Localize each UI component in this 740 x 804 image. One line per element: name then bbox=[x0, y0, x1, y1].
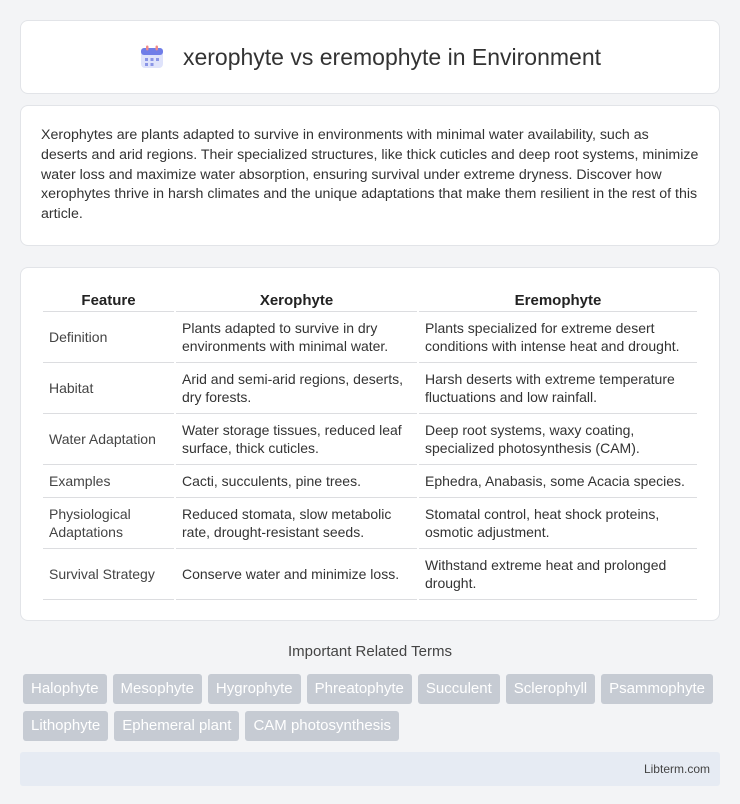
tag-hygrophyte[interactable]: Hygrophyte bbox=[208, 674, 301, 704]
row-feature: Water Adaptation bbox=[43, 414, 174, 465]
intro-card bbox=[20, 105, 720, 246]
table-row bbox=[43, 363, 697, 414]
related-terms-title: Important Related Terms bbox=[288, 642, 452, 660]
tag-sclerophyll[interactable]: Sclerophyll bbox=[506, 674, 595, 704]
tag-cam-photosynthesis[interactable]: CAM photosynthesis bbox=[245, 711, 399, 741]
comparison-card bbox=[20, 267, 720, 621]
header-eremophyte: Eremophyte bbox=[419, 286, 697, 312]
page-title: xerophyte vs eremophyte in Environment bbox=[182, 43, 602, 70]
table-row bbox=[43, 414, 697, 465]
row-xerophyte: Reduced stomata, slow metabolic rate, drought-resistant seeds. bbox=[176, 498, 417, 549]
calendar-icon bbox=[139, 44, 165, 70]
tag-halophyte[interactable]: Halophyte bbox=[23, 674, 107, 704]
tag-succulent[interactable]: Succulent bbox=[418, 674, 500, 704]
footer-brand[interactable]: Libterm.com bbox=[643, 761, 710, 776]
table-row bbox=[43, 498, 697, 549]
row-xerophyte: Water storage tissues, reduced leaf surface, thick cuticles. bbox=[176, 414, 417, 465]
row-eremophyte: Withstand extreme heat and prolonged drought. bbox=[419, 549, 697, 600]
row-eremophyte: Stomatal control, heat shock proteins, osmotic adjustment. bbox=[419, 498, 697, 549]
row-xerophyte: Cacti, succulents, pine trees. bbox=[176, 465, 417, 498]
row-eremophyte: Plants specialized for extreme desert conditions with intense heat and drought. bbox=[419, 312, 697, 363]
related-terms-tags bbox=[20, 674, 720, 741]
header-xerophyte: Xerophyte bbox=[176, 286, 417, 312]
row-xerophyte: Conserve water and minimize loss. bbox=[176, 549, 417, 600]
table-row bbox=[43, 312, 697, 363]
footer bbox=[20, 752, 720, 786]
tag-mesophyte[interactable]: Mesophyte bbox=[113, 674, 202, 704]
row-eremophyte: Harsh deserts with extreme temperature fluctuations and low rainfall. bbox=[419, 363, 697, 414]
table-header-row bbox=[43, 286, 697, 312]
comparison-table bbox=[41, 286, 699, 600]
row-eremophyte: Deep root systems, waxy coating, specialized photosynthesis (CAM). bbox=[419, 414, 697, 465]
header-feature: Feature bbox=[43, 286, 174, 312]
row-feature: Habitat bbox=[43, 363, 174, 414]
row-feature: Examples bbox=[43, 465, 174, 498]
tag-phreatophyte[interactable]: Phreatophyte bbox=[307, 674, 412, 704]
row-eremophyte: Ephedra, Anabasis, some Acacia species. bbox=[419, 465, 697, 498]
tag-ephemeral-plant[interactable]: Ephemeral plant bbox=[114, 711, 239, 741]
intro-text: Xerophytes are plants adapted to survive in environments with minimal water availability, such as deserts and arid regions. Their specialized structures, like thick cuticles and deep root systems, minimize water loss and maximize water absorption, ensuring survival under extreme dryness. Discover how xerophytes thrive in harsh climates and the unique adaptations that make them resilient in the rest of this article. bbox=[41, 127, 699, 223]
tag-psammophyte[interactable]: Psammophyte bbox=[601, 674, 713, 704]
row-xerophyte: Plants adapted to survive in dry environments with minimal water. bbox=[176, 312, 417, 363]
related-terms-section bbox=[20, 643, 720, 741]
row-feature: Physiological Adaptations bbox=[43, 498, 174, 549]
row-xerophyte: Arid and semi-arid regions, deserts, dry forests. bbox=[176, 363, 417, 414]
row-feature: Survival Strategy bbox=[43, 549, 174, 600]
header-card bbox=[20, 20, 720, 94]
table-row bbox=[43, 465, 697, 498]
table-row bbox=[43, 549, 697, 600]
tag-lithophyte[interactable]: Lithophyte bbox=[23, 711, 108, 741]
row-feature: Definition bbox=[43, 312, 174, 363]
